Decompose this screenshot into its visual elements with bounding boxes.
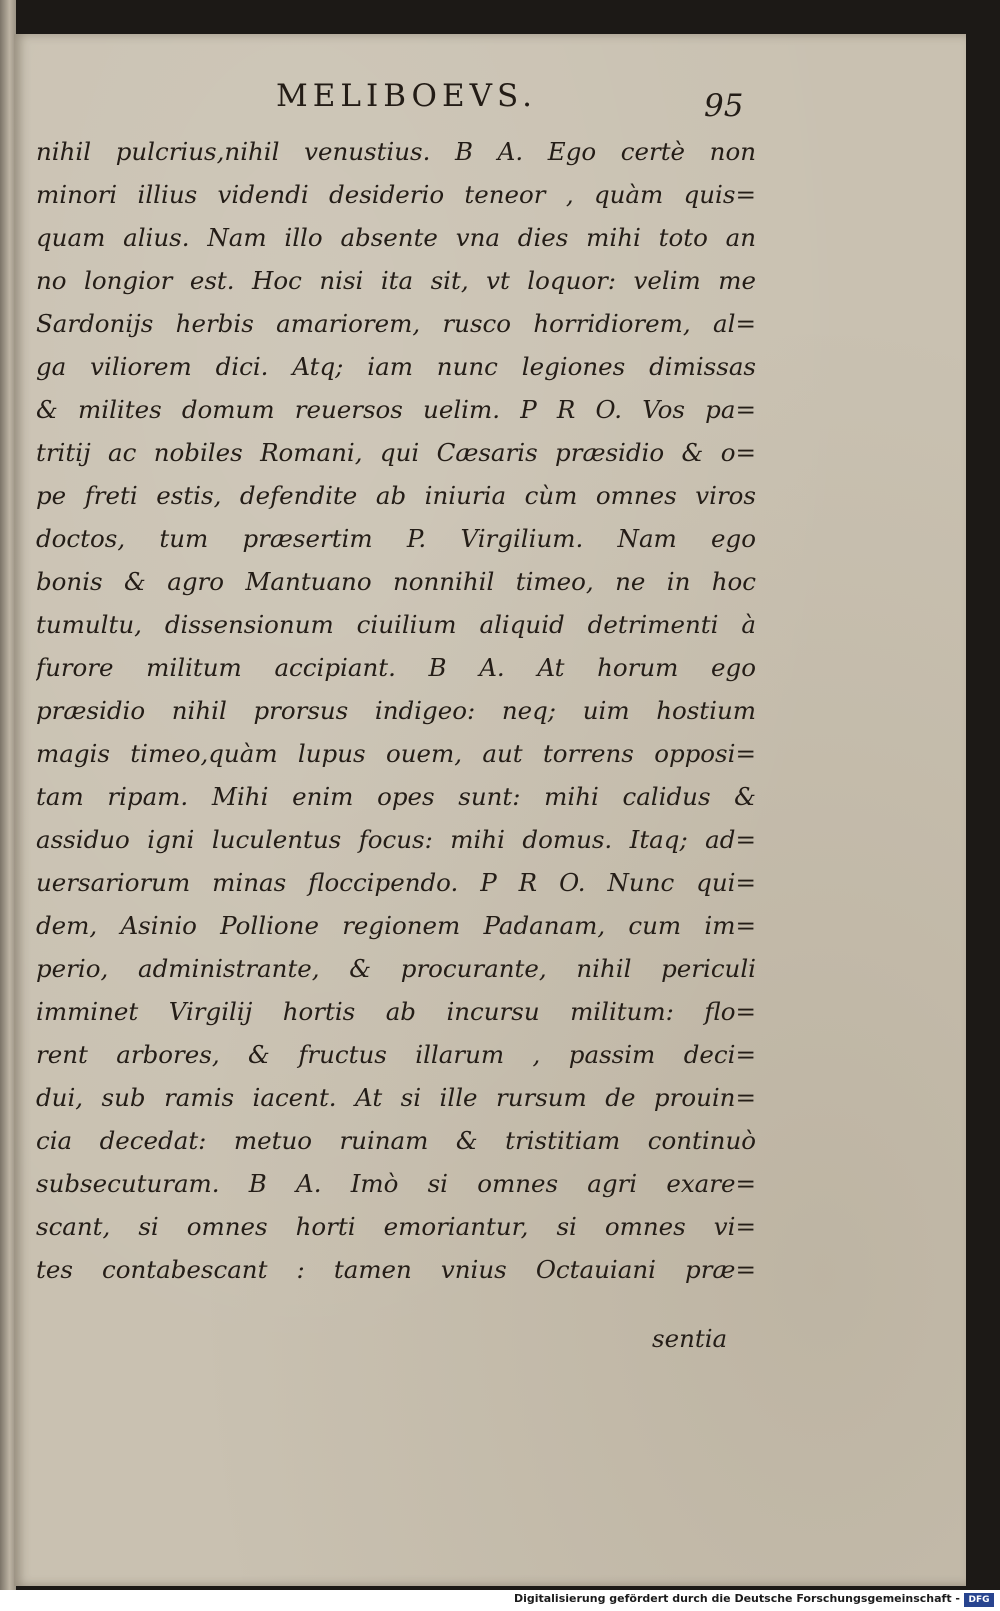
text-line: quam alius. Nam illo absente vna dies mihi toto an [36,223,756,252]
text-line: perio, administrante, & procurante, nihil periculi [36,954,756,983]
text-line: rent arbores, & fructus illarum , passim deci= [36,1040,756,1069]
text-line: dem, Asinio Pollione regionem Padanam, cum im= [36,911,756,940]
text-line: assiduo igni luculentus focus: mihi domus. Itaq; ad= [36,825,756,854]
text-line: doctos, tum præsertim P. Virgilium. Nam ego [36,524,756,553]
text-line: imminet Virgilij hortis ab incursu militum: flo= [36,997,756,1026]
book-page [14,34,966,1586]
dfg-logo-icon: DFG [964,1593,994,1607]
text-line: pe freti estis, defendite ab iniuria cùm omnes viros [36,481,756,510]
text-line: tumultu, dissensionum ciuilium aliquid detrimenti à [36,610,756,639]
text-line: nihil pulcrius,nihil venustius. B A. Ego certè non [36,137,756,166]
digitization-credit: Digitalisierung gefördert durch die Deutsche Forschungsgemeinschaft - [513,1592,960,1605]
text-line: ga viliorem dici. Atq; iam nunc legiones dimissas [36,352,756,381]
text-line: Sardonijs herbis amariorem, rusco horridiorem, al= [36,309,756,338]
text-line: bonis & agro Mantuano nonnihil timeo, ne in hoc [36,567,756,596]
text-line: & milites domum reuersos uelim. P R O. Vos pa= [36,395,756,424]
page-number: 95 [704,88,744,124]
text-line: tam ripam. Mihi enim opes sunt: mihi calidus & [36,782,756,811]
text-line: furore militum accipiant. B A. At horum ego [36,653,756,682]
text-line: præsidio nihil prorsus indigeo: neq; uim hostium [36,696,756,725]
text-line: tritij ac nobiles Romani, qui Cæsaris præsidio & o= [36,438,756,467]
text-line: scant, si omnes horti emoriantur, si omnes vi= [36,1212,756,1241]
text-line: cia decedat: metuo ruinam & tristitiam continuò [36,1126,756,1155]
running-head: MELIBOEVS. [276,78,537,114]
text-line: tes contabescant : tamen vnius Octauiani præ= [36,1255,756,1284]
text-line: minori illius videndi desiderio teneor , quàm quis= [36,180,756,209]
text-block [36,130,756,1291]
text-line: dui, sub ramis iacent. At si ille rursum de prouin= [36,1083,756,1112]
text-line: subsecuturam. B A. Imò si omnes agri exare= [36,1169,756,1198]
footer-bar [0,1590,1000,1611]
text-line: uersariorum minas floccipendo. P R O. Nunc qui= [36,868,756,897]
text-line: no longior est. Hoc nisi ita sit, vt loquor: velim me [36,266,756,295]
text-line: magis timeo,quàm lupus ouem, aut torrens opposi= [36,739,756,768]
catchword: sentia [652,1324,728,1353]
